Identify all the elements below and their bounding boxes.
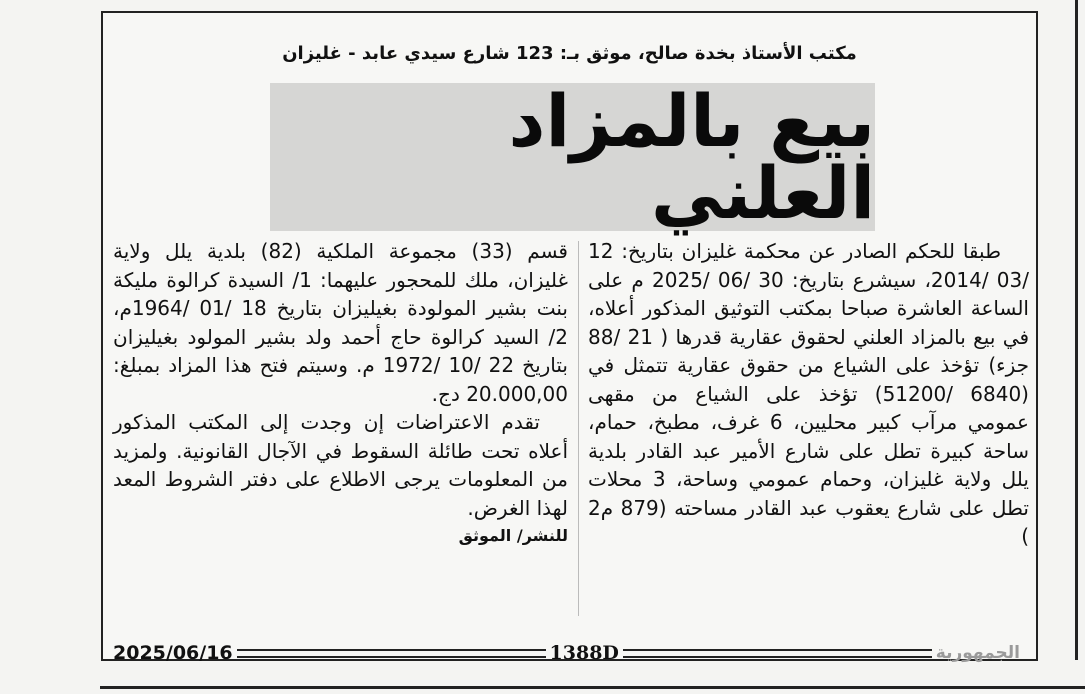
notice-title: بيع بالمزاد العلني — [508, 79, 875, 235]
notice-paragraph-1: طبقا للحكم الصادر عن محكمة غليزان بتاريخ: 12 /03 /2014، سيشرع بتاريخ: 30 /06 /2025 م على الساعة العاشرة صباحا بمكتب التوثيق المذكور أعلاه، في بيع بالمزاد العلني لحقوق عقارية قدرها ( 21 /88 جزء) تؤخذ على الشياع من حقوق عقارية تتمثل في (6840 /51200) تؤخذ على الشياع من مقهى عمومي مرآب كبير محليين، 6 غرف، مطبخ، حمام، ساحة كبيرة تطل على شارع الأمير عبد القادر بلدية يلل ولاية غليزان، وحمام عمومي وساحة، 3 محلات تطل على شارع يعقوب عبد القادر مساحته (879 م2 ) — [588, 239, 1029, 548]
notice-paragraph-2: قسم (33) مجموعة الملكية (82) بلدية يلل ولاية غليزان، ملك للمحجور عليهما: 1/ السيدة كرالوة مليكة بنت بشير المولودة بغيليزان بتاريخ 18 /01 /1964م، 2/ السيد كرالوة حاج أحمد ولد بشير المولود بغيليزان بتاريخ 22 /10 /1972 م. وسيتم فتح هذا المزاد بمبلغ: 20.000,00 دج. — [113, 239, 569, 406]
notice-paragraph-3: تقدم الاعتراضات إن وجدت إلى المكتب المذكور أعلاه تحت طائلة السقوط في الآجال القانونية. ولمزيد من المعلومات يرجى الاطلاع على دفتر الشروط المعد لهذا الغرض. — [113, 410, 568, 520]
page-bottom-rule — [100, 686, 1085, 689]
notice-body-left-column — [113, 237, 568, 551]
page-edge-rule — [1075, 0, 1078, 660]
notice-code: 1388D — [549, 642, 619, 664]
column-divider — [578, 241, 579, 616]
notice-body-right-column — [588, 237, 1029, 551]
notary-office-header: مكتب الأستاذ بخدة صالح، موثق بـ: 123 شارع سيدي عابد - غليزان — [282, 43, 857, 64]
publication-date: 2025/06/16 — [113, 642, 233, 664]
footer-rule-left — [237, 649, 546, 658]
notice-footer — [113, 639, 1022, 667]
footer-rule-right — [623, 649, 932, 658]
notice-banner — [270, 79, 875, 235]
newspaper-logo: الجمهورية — [935, 643, 1021, 663]
notice-signoff: للنشر/ الموثق — [458, 526, 568, 545]
auction-notice-frame — [101, 11, 1038, 664]
